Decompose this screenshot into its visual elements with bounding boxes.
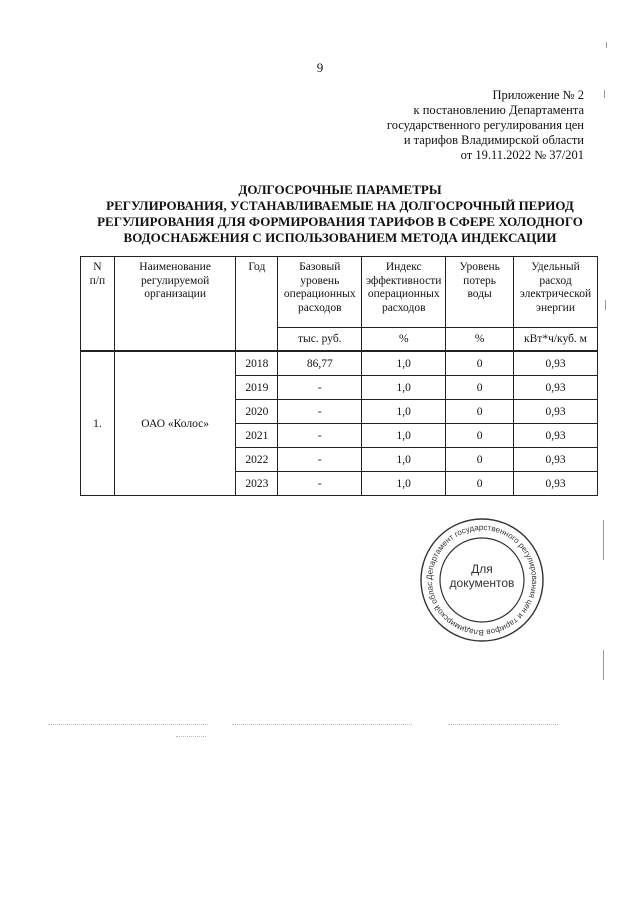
cell-year: 2020: [236, 400, 278, 424]
cell-index: 1,0: [362, 400, 446, 424]
header-efficiency-index: Индекс эффективности операционных расходов: [362, 257, 446, 328]
official-stamp: [418, 516, 546, 644]
cell-energy: 0,93: [514, 351, 598, 376]
header-energy-consumption: Удельный расход электрической энергии: [514, 257, 598, 328]
scan-artifact: [448, 724, 558, 725]
table-row: [81, 351, 598, 376]
organization-name: ОАО «Колос»: [114, 351, 236, 496]
cell-year: 2021: [236, 424, 278, 448]
cell-loss: 0: [446, 424, 514, 448]
scan-artifact: [604, 90, 605, 98]
scan-artifact: [605, 300, 606, 310]
header-water-loss: Уровень потерь воды: [446, 257, 514, 328]
cell-index: 1,0: [362, 472, 446, 496]
cell-loss: 0: [446, 472, 514, 496]
unit-index: %: [362, 328, 446, 352]
appendix-reference: [387, 88, 584, 163]
heading-line: ДОЛГОСРОЧНЫЕ ПАРАМЕТРЫ: [238, 182, 442, 197]
cell-year: 2022: [236, 448, 278, 472]
cell-base: -: [278, 424, 362, 448]
scan-artifact: [603, 650, 604, 680]
appendix-line: от 19.11.2022 № 37/201: [460, 148, 584, 162]
unit-base: тыс. руб.: [278, 328, 362, 352]
cell-index: 1,0: [362, 424, 446, 448]
cell-year: 2023: [236, 472, 278, 496]
scan-artifact: [176, 736, 206, 737]
cell-loss: 0: [446, 351, 514, 376]
cell-year: 2018: [236, 351, 278, 376]
table-header-row: [81, 257, 598, 328]
scan-artifact: [606, 42, 607, 48]
heading-line: ВОДОСНАБЖЕНИЯ С ИСПОЛЬЗОВАНИЕМ МЕТОДА ИНДЕКСАЦИИ: [123, 230, 557, 245]
header-number: N п/п: [81, 257, 115, 352]
header-base-level: Базовый уровень операционных расходов: [278, 257, 362, 328]
heading-line: РЕГУЛИРОВАНИЯ, УСТАНАВЛИВАЕМЫЕ НА ДОЛГОСРОЧНЫЙ ПЕРИОД: [106, 198, 574, 213]
cell-energy: 0,93: [514, 424, 598, 448]
cell-energy: 0,93: [514, 448, 598, 472]
cell-loss: 0: [446, 448, 514, 472]
unit-energy: кВт*ч/куб. м: [514, 328, 598, 352]
cell-energy: 0,93: [514, 400, 598, 424]
cell-base: -: [278, 376, 362, 400]
cell-year: 2019: [236, 376, 278, 400]
heading-line: РЕГУЛИРОВАНИЯ ДЛЯ ФОРМИРОВАНИЯ ТАРИФОВ В СФЕРЕ ХОЛОДНОГО: [97, 214, 583, 229]
cell-index: 1,0: [362, 448, 446, 472]
header-organization: Наименование регулируемой организации: [114, 257, 236, 352]
cell-loss: 0: [446, 376, 514, 400]
parameters-table: [80, 256, 598, 496]
appendix-line: государственного регулирования цен: [386, 118, 584, 132]
scan-artifact: [232, 724, 412, 725]
appendix-line: к постановлению Департамента: [413, 103, 584, 117]
row-number: 1.: [81, 351, 115, 496]
cell-base: -: [278, 472, 362, 496]
appendix-line: и тарифов Владимирской области: [403, 133, 584, 147]
stamp-ring-text: Департамент государственного регулирования цен и тарифов Владимирской облас: [424, 522, 540, 638]
scan-artifact: [48, 724, 208, 725]
cell-loss: 0: [446, 400, 514, 424]
cell-base: 86,77: [278, 351, 362, 376]
unit-loss: %: [446, 328, 514, 352]
header-year: Год: [236, 257, 278, 352]
cell-index: 1,0: [362, 376, 446, 400]
appendix-line: Приложение № 2: [492, 88, 584, 102]
stamp-center-text: Для документов: [449, 562, 515, 590]
scan-artifact: [603, 520, 604, 560]
cell-base: -: [278, 448, 362, 472]
document-heading: [60, 182, 620, 246]
cell-energy: 0,93: [514, 376, 598, 400]
page-number: 9: [316, 60, 324, 75]
cell-index: 1,0: [362, 351, 446, 376]
cell-base: -: [278, 400, 362, 424]
cell-energy: 0,93: [514, 472, 598, 496]
